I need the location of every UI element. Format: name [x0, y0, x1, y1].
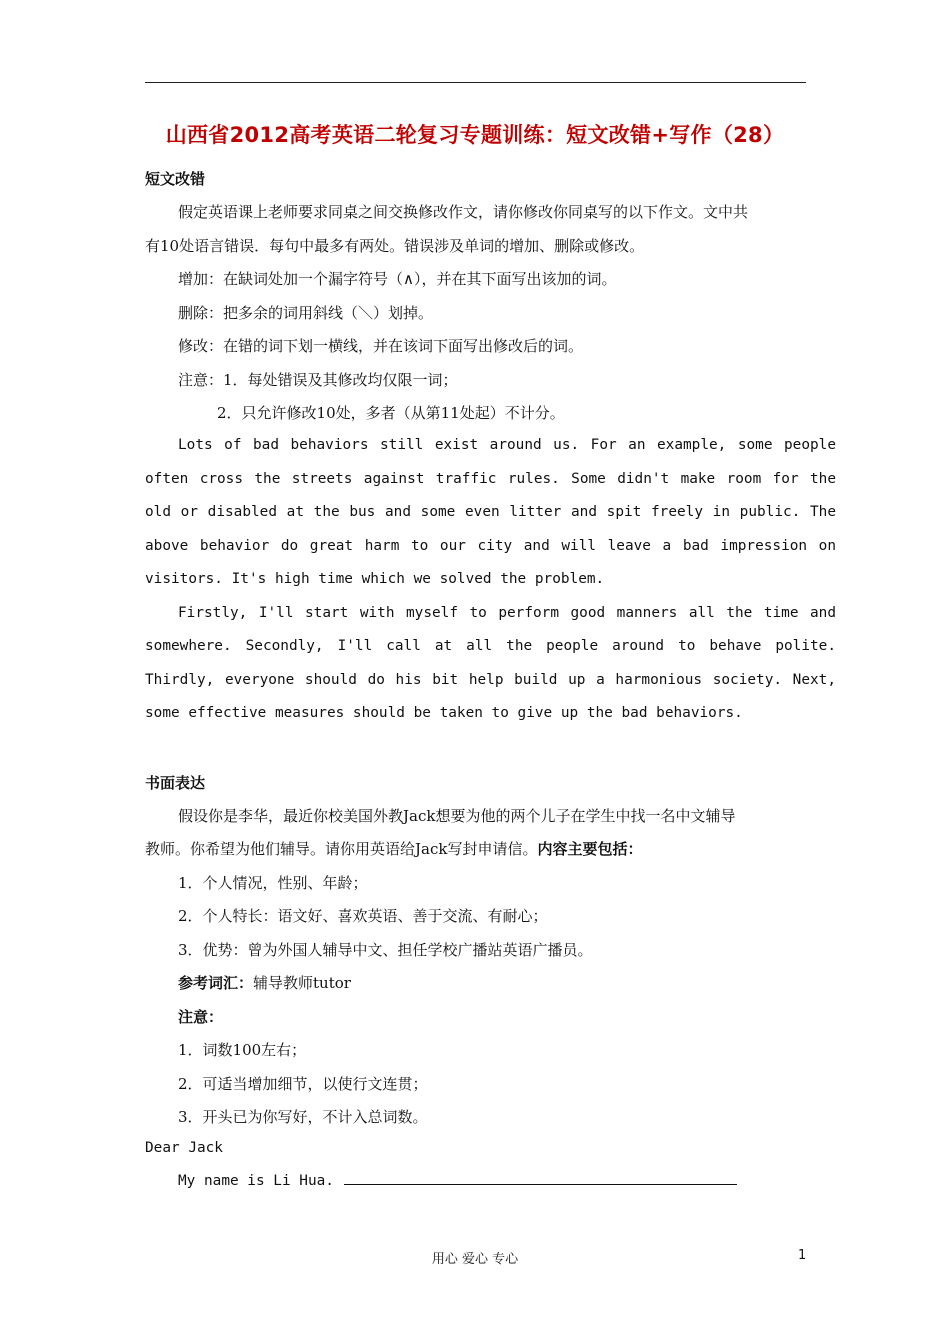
- document-title: 山西省2012高考英语二轮复习专题训练：短文改错+写作（28）: [165, 123, 785, 147]
- instruction-line: 修改：在错的词下划一横线，并在该词下面写出修改后的词。: [178, 337, 584, 355]
- note-item: 1．词数100左右；: [178, 1041, 307, 1059]
- letter-opening-line: [178, 1173, 737, 1189]
- intro-text: 教师。你希望为他们辅导。请你用英语给Jack写封申请信。: [145, 840, 538, 858]
- notes-label: 注意：: [178, 1008, 224, 1026]
- note-item: 3．开头已为你写好，不计入总词数。: [178, 1108, 428, 1126]
- content-point: 3．优势：曾为外国人辅导中文、担任学校广播站英语广播员。: [178, 941, 593, 959]
- writing-intro-line: 假设你是李华，最近你校美国外教Jack想要为他的两个儿子在学生中找一名中文辅导: [178, 807, 736, 825]
- vocab-text: 辅导教师tutor: [253, 974, 351, 992]
- correction-passage: [145, 429, 836, 731]
- instruction-line: 有10处语言错误．每句中最多有两处。错误涉及单词的增加、删除或修改。: [145, 237, 645, 255]
- intro-bold-label: 内容主要包括：: [537, 840, 643, 858]
- page-footer: 用心 爱心 专心: [431, 1252, 519, 1267]
- instruction-line: 增加：在缺词处加一个漏字符号（∧），并在其下面写出该加的词。: [178, 270, 617, 288]
- letter-opening: My name is Li Hua.: [178, 1173, 334, 1189]
- passage-paragraph: Firstly, I'll start with myself to perform good manners all the time and somewhere. Secondly, I'll call at all the people around to behave polite. Thirdly, everyone should do his bit help build up a harmonious society. Next, some effective measures should be taken to give up the bad behaviors.: [145, 604, 836, 721]
- page-number: 1: [798, 1248, 807, 1263]
- note-item: 2．可适当增加细节，以使行文连贯；: [178, 1075, 428, 1093]
- instruction-line: 注意：1．每处错误及其修改均仅限一词；: [178, 371, 458, 389]
- letter-salutation: Dear Jack: [145, 1140, 223, 1156]
- writing-intro-line: [145, 838, 642, 859]
- vocab-line: [178, 972, 351, 993]
- answer-blank-line[interactable]: [344, 1183, 737, 1185]
- instruction-line: 假定英语课上老师要求同桌之间交换修改作文，请你修改你同桌写的以下作文。文中共: [178, 203, 749, 221]
- section-heading-writing: 书面表达: [145, 774, 206, 792]
- instruction-line: 2．只允许修改10处，多者（从第11处起）不计分。: [217, 404, 565, 422]
- instruction-line: 删除：把多余的词用斜线（＼）划掉。: [178, 304, 434, 322]
- passage-paragraph: Lots of bad behaviors still exist around us. For an example, some people often cross the streets against traffic rules. Some didn't make room for the old or disabled at the bus and some even litter and spit freely in public. The above behavior do great harm to our city and will leave a bad impression on visitors. It's high time which we solved the problem.: [145, 437, 836, 587]
- header-rule: [145, 82, 806, 83]
- content-point: 1．个人情况，性别、年龄；: [178, 874, 368, 892]
- content-point: 2．个人特长：语文好、喜欢英语、善于交流、有耐心；: [178, 907, 548, 925]
- section-heading-error-correction: 短文改错: [145, 170, 206, 188]
- vocab-label: 参考词汇：: [178, 974, 254, 992]
